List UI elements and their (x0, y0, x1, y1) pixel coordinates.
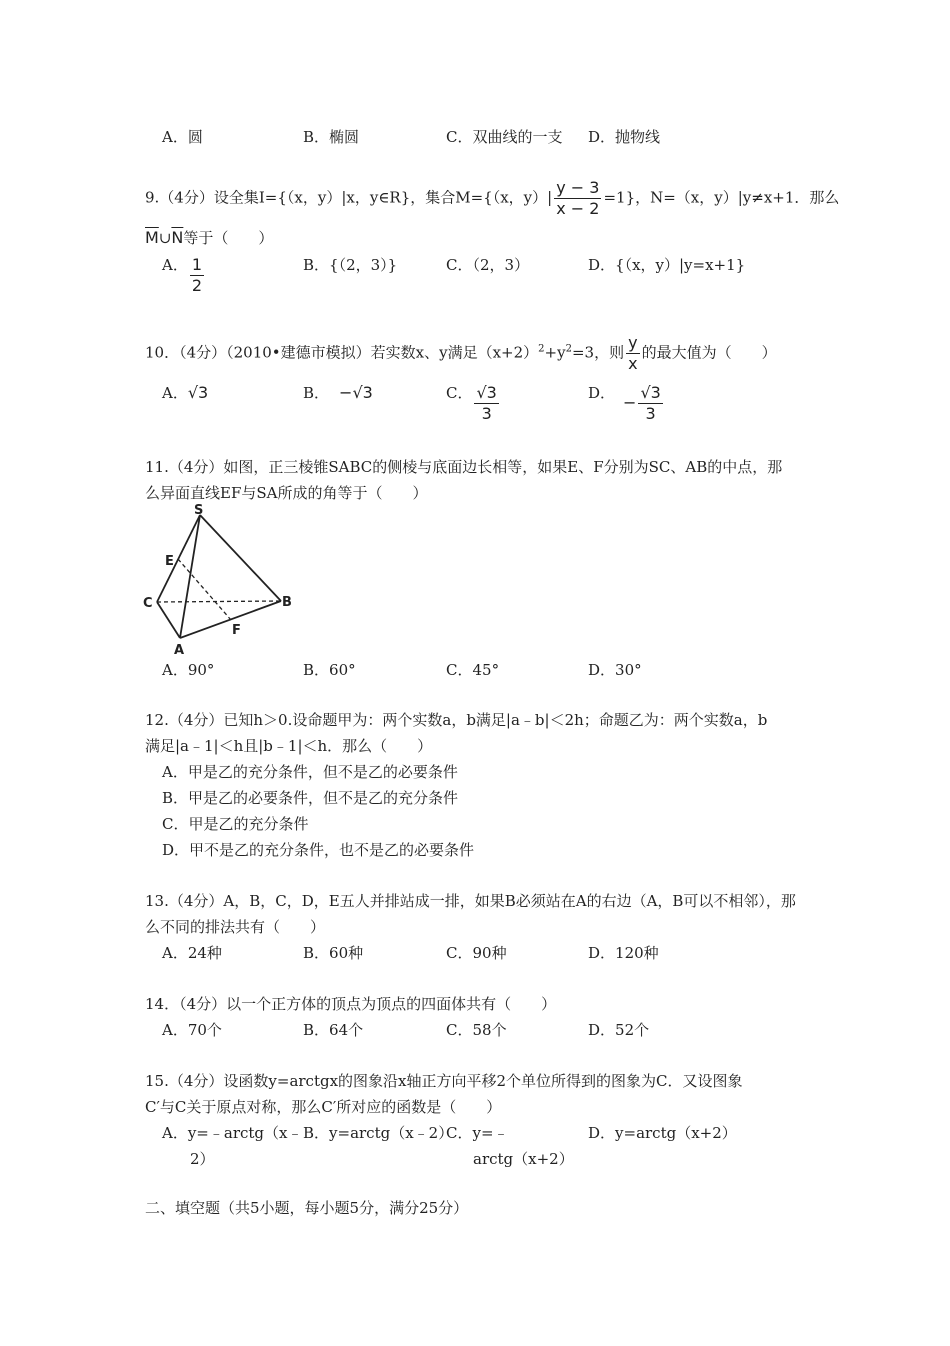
label-e: E (165, 554, 174, 569)
q10-option-c-den: 3 (481, 404, 492, 423)
q10-option-b-label: B． (303, 384, 330, 402)
q14-option-c: C．58个 (446, 1021, 507, 1039)
q13-stem-line1: 13.（4分）A，B，C，D，E五人并排站成一排，如果B必须站在A的右边（A，B可以不相邻），那 (145, 892, 796, 910)
q15-option-b: B．y=arctg（x﹣2） (303, 1124, 454, 1142)
q10-frac-num: y (628, 333, 638, 352)
q9-stem-c: 等于（ ） (183, 229, 274, 247)
q9-stem-a: 9.（4分）设全集I={（x，y）|x，y∈R}，集合M={（x，y）| (145, 188, 553, 207)
q14-stem: 14．（4分）以一个正方体的顶点为顶点的四面体共有（ ） (145, 995, 557, 1013)
label-s: S (194, 503, 204, 518)
q9-option-a-num: 1 (191, 255, 203, 274)
q9-option-a-fraction (190, 255, 204, 296)
q13-option-d: D．120种 (588, 944, 659, 962)
q12-option-c: C．甲是乙的充分条件 (162, 815, 309, 833)
q10-option-d-den: 3 (645, 404, 656, 423)
q10-option-d-num: √3 (640, 383, 661, 402)
q10-option-a-value: √3 (187, 383, 209, 402)
q9-option-b: B．{（2，3）} (303, 256, 398, 274)
label-b: B (282, 595, 292, 610)
q8-option-d: D．抛物线 (588, 128, 661, 146)
q9-stem-b: =1}，N=（x，y）|y≠x+1．那么 (603, 188, 840, 207)
q9-stem-line1 (145, 178, 840, 219)
q10-stem-c: =3，则 (571, 343, 625, 362)
q14-option-d: D．52个 (588, 1021, 650, 1039)
q13-stem-line2: 么不同的排法共有（ ） (145, 918, 326, 936)
q10-stem-b: +y (544, 343, 566, 362)
q12-option-d: D．甲不是乙的充分条件，也不是乙的必要条件 (162, 841, 475, 859)
q13-option-a: A．24种 (162, 944, 222, 962)
q10-stem-d: 的最大值为（ ） (641, 343, 777, 362)
q11-option-c: C．45° (446, 661, 500, 679)
q10-frac-den: x (628, 354, 638, 373)
q10-sup-a: 2 (538, 343, 545, 355)
q10-option-d (588, 383, 665, 424)
q9-frac-num: y − 3 (556, 178, 600, 197)
q11-option-b: B．60° (303, 661, 356, 679)
q10-option-a (162, 383, 208, 403)
edge-ca (157, 602, 180, 638)
q8-option-c: C．双曲线的一支 (446, 128, 563, 146)
q10-option-c-fraction (474, 383, 498, 424)
q10-option-b (303, 383, 373, 403)
q13-option-b: B．60种 (303, 944, 364, 962)
label-f: F (232, 623, 241, 638)
q10-stem (145, 333, 825, 374)
q8-option-b: B．椭圆 (303, 128, 360, 146)
q12-stem-line2: 满足|a﹣1|＜h且|b﹣1|＜h．那么（ ） (145, 737, 433, 755)
q10-option-a-label: A． (162, 384, 188, 402)
q15-option-c-line1: C．y=﹣ (446, 1124, 509, 1142)
q12-option-b: B．甲是乙的必要条件，但不是乙的充分条件 (162, 789, 459, 807)
q9-option-c: C．（2，3） (446, 256, 530, 274)
q15-option-d: D．y=arctg（x+2） (588, 1124, 737, 1142)
q11-stem-line2: 么异面直线EF与SA所成的角等于（ ） (145, 484, 428, 502)
label-c: C (143, 596, 153, 611)
q12-option-a: A．甲是乙的充分条件，但不是乙的必要条件 (162, 763, 458, 781)
q10-fraction (626, 333, 639, 374)
q9-stem-line2 (145, 228, 825, 248)
q15-option-a-line1: A．y=﹣arctg（x﹣ (162, 1124, 303, 1142)
q10-option-c-label: C． (446, 384, 473, 402)
label-a: A (174, 643, 185, 658)
segment-ef (178, 559, 231, 620)
q12-stem-line1: 12.（4分）已知h＞0.设命题甲为：两个实数a，b满足|a﹣b|＜2h；命题乙为：两个实数a，b (145, 711, 768, 729)
q10-option-d-sign: − (623, 393, 637, 412)
q9-complement-n: $\overline{N}$ (171, 228, 184, 247)
edge-cb-hidden (157, 601, 281, 602)
q9-option-d: D．{（x，y）|y=x+1} (588, 256, 746, 274)
q9-frac-den: x − 2 (556, 199, 600, 218)
q11-option-d: D．30° (588, 661, 642, 679)
q10-option-c (446, 383, 501, 424)
q11-stem-line1: 11.（4分）如图，正三棱锥SABC的侧棱与底面边长相等，如果E、F分别为SC、AB的中点，那 (145, 458, 783, 476)
q10-sup-b: 2 (565, 343, 572, 355)
q15-stem-line2: C′与C关于原点对称，那么C′所对应的函数是（ ） (145, 1098, 502, 1116)
pyramid-edges (157, 515, 281, 638)
q9-fraction (554, 178, 601, 219)
q15-stem-line1: 15.（4分）设函数y=arctgx的图象沿x轴正方向平移2个单位所得到的图象为C．又设图象 (145, 1072, 743, 1090)
q14-option-a: A．70个 (162, 1021, 222, 1039)
pyramid-figure (140, 503, 300, 658)
q10-option-d-label: D． (588, 384, 616, 402)
pyramid-hidden-lines (157, 559, 281, 620)
q14-option-b: B．64个 (303, 1021, 364, 1039)
q9-complement-m: $\overline{M}$ (145, 228, 159, 247)
q15-option-c-line2: arctg（x+2） (473, 1150, 574, 1168)
section-heading-fill-in: 二、填空题（共5小题，每小题5分，满分25分） (145, 1199, 469, 1217)
q10-stem-a: 10．（4分）（2010•建德市模拟）若实数x、y满足（x+2） (145, 343, 539, 362)
edge-sb (200, 515, 281, 601)
q9-option-a-den: 2 (191, 276, 203, 295)
q9-union: ∪ (158, 229, 172, 247)
q10-option-d-fraction (638, 383, 662, 424)
q10-option-c-num: √3 (476, 383, 497, 402)
q11-option-a: A．90° (162, 661, 215, 679)
q9-option-a-label: A． (162, 256, 188, 274)
q13-option-c: C．90种 (446, 944, 507, 962)
q8-option-a: A．圆 (162, 128, 203, 146)
q10-option-b-value: −√3 (339, 383, 373, 402)
q9-option-a (162, 255, 206, 296)
q15-option-a-line2: 2） (190, 1150, 215, 1168)
